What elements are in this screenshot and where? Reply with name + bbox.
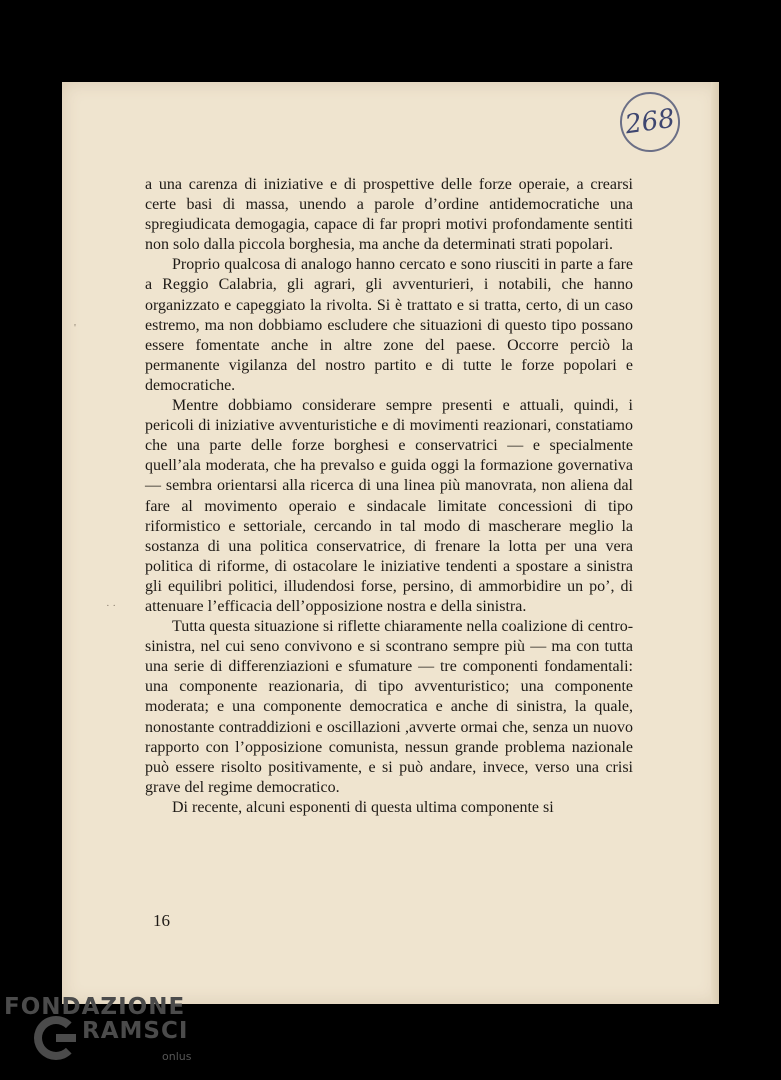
fondazione-gramsci-watermark — [4, 994, 194, 1074]
stray-mark: ' — [74, 322, 76, 334]
paragraph: Mentre dobbiamo considerare sempre presenti e attuali, quindi, i pericoli di iniziative avventuristiche e di movimenti reazionari, constatiamo che una parte delle forze borghesi e conservatrici — e specialmente quell’ala moderata, che ha prevalso e guida oggi la formazione governativa — sembra orientarsi alla ricerca di una linea più manovrata, non aliena dal fare al movimento operaio e sindacale limitate concessioni di tipo riformistico e settoriale, cercando in tal modo di mascherare meglio la sostanza di una politica conservatrice, di frenare la lotta per una vera politica di riforme, di ostacolare le iniziative tendenti a spostare a sinistra gli equilibri politici, illudendosi forse, persino, di ammorbidire un po’, di attenuare l’efficacia dell’opposizione nostra e della sinistra. — [145, 397, 633, 615]
page-edge — [711, 82, 719, 1004]
page-number: 16 — [153, 911, 170, 930]
document-page — [62, 82, 719, 1004]
paragraph: a una carenza di iniziative e di prospettive delle forze operaie, a crearsi certe basi di massa, unendo a parole d’ordine antidemocratiche una spregiudicata demogagia, capace di far propri motivi profondamente sentiti non solo dalla piccola borghesia, ma anche da determinati strati popolari. — [145, 176, 633, 254]
paragraph: Tutta questa situazione si riflette chiaramente nella coalizione di centro-sinistra, nel cui seno convivono e si scontrano sempre più — ma con tutta una serie di differenziazioni e sfumature — tre componenti fondamentali: una componente reazionaria, di tipo avventuristico; una componente moderata; e una componente democratica e anche di sinistra, la quale, nonostante contraddizioni e oscillazioni ,avverte ormai che, senza un nuovo rapporto con l’opposizione comunista, nessun grande problema nazionale può essere risolto positivamente, e si può andare, invece, verso una crisi grave del regime democratico. — [145, 618, 634, 796]
stray-mark: · · — [106, 600, 117, 612]
watermark-line1: FONDAZIONE — [4, 994, 186, 1020]
watermark-line2: RAMSCI — [82, 1018, 189, 1044]
archive-number-stamp: 268 — [616, 88, 684, 156]
paragraph: Di recente, alcuni esponenti di questa ultima componente si — [172, 798, 554, 816]
paragraph: Proprio qualcosa di analogo hanno cercato e sono riusciti in parte a fare a Reggio Calabria, gli agrari, gli avventurieri, i notabili, che hanno organizzato e capeggiato la rivolta. Si è trattato e si tratta, certo, di un caso estremo, ma non dobbiamo escludere che situazioni di questo tipo possano essere fomentate anche in altre zone del paese. Occorre perciò la permanente vigilanza del nostro partito e di tutte le forze popolari e democratiche. — [145, 256, 633, 394]
watermark-g-bar — [56, 1034, 76, 1042]
watermark-onlus: onlus — [162, 1050, 192, 1063]
body-text — [145, 175, 633, 818]
